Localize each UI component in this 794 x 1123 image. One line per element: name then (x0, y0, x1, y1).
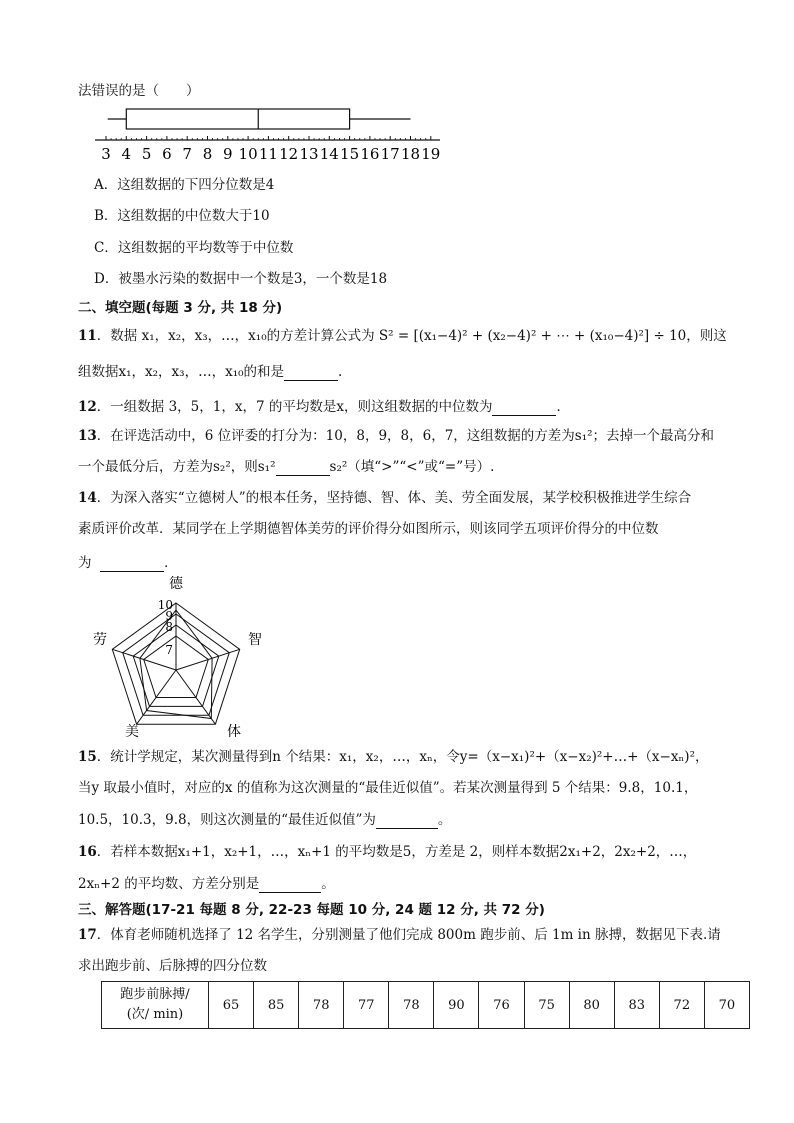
axis-tick-label: 15 (340, 145, 360, 163)
axis-tick-label: 3 (101, 145, 111, 163)
q11-text-2: 组数据x₁，x₂，x₃，…，x₁₀的和是 (78, 364, 285, 380)
q15-number: 15 (78, 749, 97, 765)
q13-answer-blank[interactable] (276, 457, 330, 476)
radar-scale-label: 9 (165, 609, 173, 623)
q16-end: 。 (321, 876, 335, 892)
q15-line1 (78, 748, 708, 766)
table-cell: 90 (434, 982, 479, 1029)
axis-tick-label: 16 (360, 145, 380, 163)
table-header-line1: 跑步前脉搏/ (120, 987, 190, 1002)
q14-line3 (78, 553, 178, 572)
q16-text-1: ．若样本数据x₁+1，x₂+1，…，xₙ+1 的平均数是5，方差是 2，则样本数据2x₁+2，2x₂+2，…， (96, 844, 697, 860)
q16-line1 (78, 843, 696, 861)
q15-line3 (78, 810, 451, 829)
axis-tick-label: 19 (421, 145, 441, 163)
radar-axis-label: 劳 (93, 632, 107, 648)
table-cell: 83 (614, 982, 659, 1029)
table-cell: 65 (209, 982, 254, 1029)
q15-line2: 当y 取最小值时，对应的x 的值称为这次测量的“最佳近似值”。若某次测量得到 5 个结果：9.8，10.1， (78, 780, 698, 796)
axis-tick-label: 4 (121, 145, 132, 163)
q17-line2: 求出跑步前、后脉搏的四分位数 (78, 958, 267, 974)
q13-text-1: ．在评选活动中，6 位评委的打分为：10，8，9，8，6，7，这组数据的方差为s₁²；去掉一个最高分和 (96, 428, 715, 444)
radar-axis-label: 体 (227, 724, 241, 740)
q14-number: 14 (78, 490, 97, 506)
q14-text-3: 为 (78, 555, 92, 571)
radar-axis-label: 美 (125, 724, 139, 740)
axis-tick-label: 9 (223, 145, 233, 163)
axis-tick-label: 14 (319, 145, 339, 163)
q13-line2 (78, 457, 494, 476)
q17-line1 (78, 926, 721, 944)
section2-title: 二、填空题(每题 3 分, 共 18 分) (78, 300, 283, 316)
radar-scale-label: 7 (165, 643, 173, 657)
axis-tick-label: 7 (182, 145, 192, 163)
table-cell: 80 (569, 982, 614, 1029)
q16-answer-blank[interactable] (259, 874, 321, 893)
radar-chart (88, 572, 278, 740)
q15-text-3: 10.5，10.3，9.8，则这次测量的“最佳近似值”为 (78, 812, 376, 828)
radar-axis-label: 德 (169, 576, 183, 592)
pulse-table (101, 981, 750, 1029)
q13-text-2a: 一个最低分后，方差为s₂²，则s₁² (78, 459, 276, 475)
option-b: B．这组数据的中位数大于10 (94, 208, 270, 224)
q12-end: ． (556, 399, 570, 415)
table-cell: 77 (344, 982, 389, 1029)
axis-tick-label: 18 (400, 145, 421, 163)
section3-title: 三、解答题(17-21 每题 8 分, 22-23 每题 10 分, 24 题 12 分, 共 72 分) (78, 902, 545, 918)
option-a: A．这组数据的下四分位数是4 (94, 177, 275, 193)
axis-tick-label: 8 (202, 145, 213, 163)
radar-scale-label: 10 (157, 598, 173, 612)
q14-line2: 素质评价改革．某同学在上学期德智体美劳的评价得分如图所示，则该同学五项评价得分的中位数 (78, 521, 659, 537)
q11-line2 (78, 362, 342, 381)
q11-number: 11 (78, 328, 97, 344)
q15-text-1: ．统计学规定，某次测量得到n 个结果：x₁，x₂，…，xₙ，令y=（x−x₁)²+（x−x₂)²+…+（x−xₙ)²， (96, 749, 709, 765)
axis-tick-label: 11 (258, 145, 278, 163)
q11-answer-blank[interactable] (284, 362, 338, 381)
table-cell: 76 (479, 982, 524, 1029)
radar-scale-label: 8 (165, 620, 173, 634)
radar-axis-label: 智 (248, 632, 262, 648)
table-header-line2: (次/ min) (126, 1007, 184, 1022)
q12-number: 12 (78, 399, 97, 415)
q13-number: 13 (78, 428, 97, 444)
table-cell: 85 (254, 982, 299, 1029)
q12-line (78, 397, 570, 416)
axis-tick-label: 12 (279, 145, 299, 163)
axis-tick-label: 13 (299, 145, 319, 163)
table-cell: 70 (704, 982, 749, 1029)
q16-number: 16 (78, 844, 97, 860)
q14-text-1: ．为深入落实“立德树人”的根本任务，坚持德、智、体、美、劳全面发展，某学校积极推进学生综合 (96, 490, 692, 506)
q16-text-2: 2xₙ+2 的平均数、方差分别是 (78, 876, 260, 892)
axis-tick-label: 5 (141, 145, 152, 163)
q11-end: . (338, 364, 343, 380)
table-cell: 78 (389, 982, 434, 1029)
q11-text-1: ．数据 x₁，x₂，x₃，…，x₁₀的方差计算公式为 S² = [(x₁−4)² + (x₂−4)² + ⋯ + (x₁₀−4)²] ÷ 10，则这 (96, 328, 727, 344)
box-plot (90, 104, 450, 166)
table-row (102, 982, 750, 1029)
option-c: C．这组数据的平均数等于中位数 (94, 240, 294, 256)
q14-end: ． (164, 555, 178, 571)
q17-text-1: ．体育老师随机选择了 12 名学生，分别测量了他们完成 800m 跑步前、后 1m in 脉搏，数据见下表.请 (96, 927, 721, 943)
q12-answer-blank[interactable] (492, 397, 556, 416)
q15-end: 。 (437, 812, 452, 828)
q13-line1 (78, 427, 714, 445)
axis-tick-label: 17 (380, 145, 400, 163)
q13-text-2b: s₂²（填“>”“<”或“=”号）. (329, 459, 495, 475)
axis-tick-label: 10 (238, 145, 258, 163)
q10-stem-tail: 法错误的是（ ） (78, 83, 200, 99)
axis-tick-label: 6 (162, 145, 172, 163)
q15-answer-blank[interactable] (376, 810, 438, 829)
q11-line1 (78, 327, 727, 345)
q14-line1 (78, 489, 691, 507)
q17-number: 17 (78, 927, 97, 943)
table-cell: 78 (299, 982, 344, 1029)
option-d: D．被墨水污染的数据中一个数是3，一个数是18 (94, 271, 388, 287)
table-header-cell (102, 982, 209, 1029)
table-cell: 72 (659, 982, 704, 1029)
table-cell: 75 (524, 982, 569, 1029)
q14-answer-blank[interactable] (100, 553, 164, 572)
q12-text: ．一组数据 3，5，1，x，7 的平均数是x，则这组数据的中位数为 (96, 399, 493, 415)
box (126, 109, 349, 129)
q16-line2 (78, 874, 335, 893)
